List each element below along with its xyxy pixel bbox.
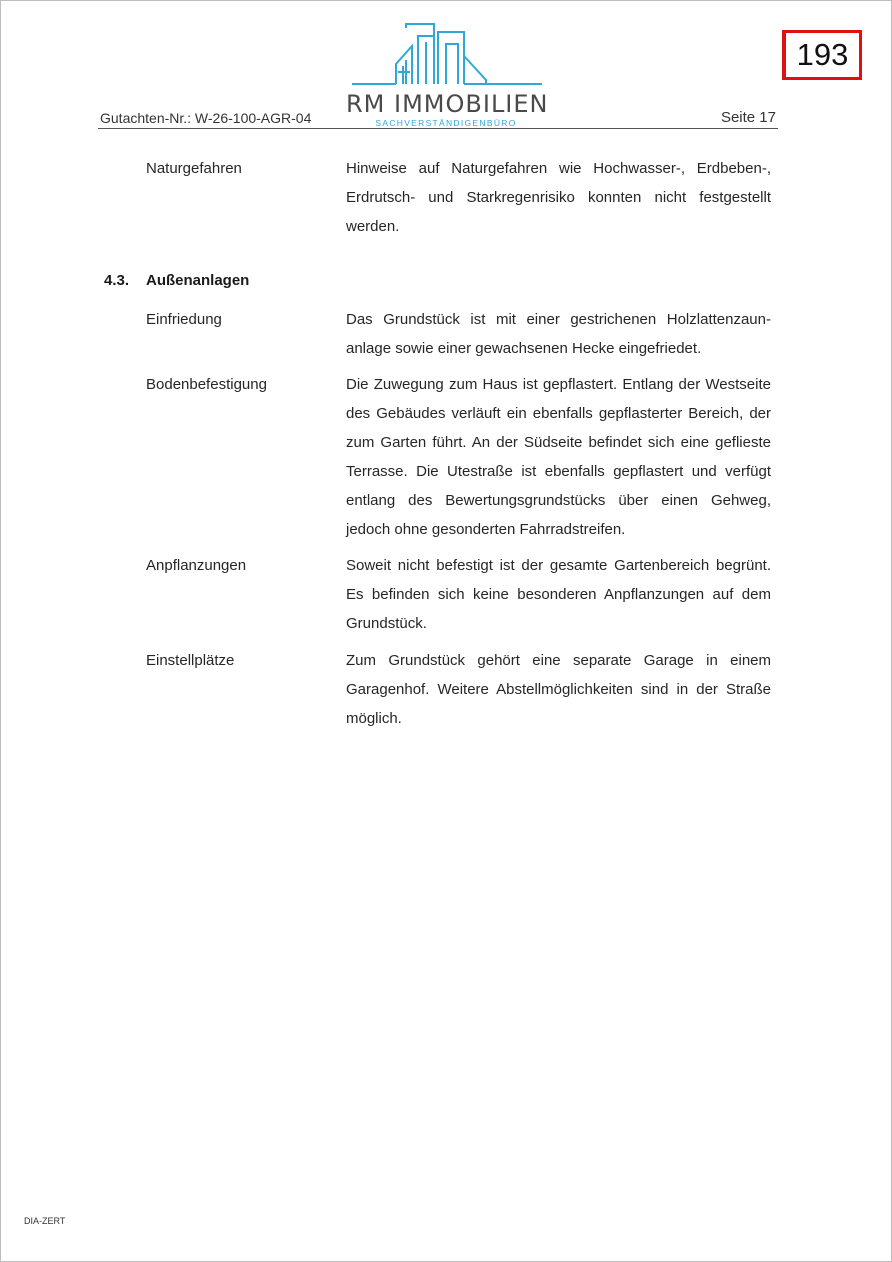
logo-name: RM IMMOBILIEN: [346, 90, 549, 118]
row-text-anpflanzungen: Soweit nicht befestigt ist der gesamte Gartenbereich begrünt. Es befinden sich keine besonderen Anpflanzungen auf dem Grundstück.: [346, 557, 771, 632]
row-label-anpflanzungen: Anpflanzungen: [146, 557, 247, 574]
logo-subtitle: SACHVERSTÄNDIGENBÜRO: [375, 118, 517, 128]
buildings-logo-icon: [346, 20, 546, 92]
page-number-stamp: 193: [782, 30, 862, 80]
footer-certification: DIA-ZERT: [24, 1216, 66, 1226]
row-label-naturgefahren: Naturgefahren: [146, 160, 242, 177]
section-number: 4.3.: [104, 272, 130, 289]
row-label-einstellplaetze: Einstellplätze: [146, 652, 235, 669]
row-text-bodenbefestigung: Die Zuwegung zum Haus ist gepflastert. Entlang der Westseite des Gebäudes verläuft ein ebenfalls gepflasterter Bereich, der zum Garten führt. An der Südseite befindet sich eine geflieste Terrasse. Die Utestraße ist ebenfalls gepflastert und verfügt entlang des Bewertungsgrundstücks über einen Gehweg, jedoch ohne gesonderten Fahrradstreifen.: [346, 376, 771, 538]
report-number: Gutachten-Nr.: W-26-100-AGR-04: [100, 110, 312, 126]
row-label-einfriedung: Einfriedung: [146, 311, 222, 328]
header-divider: [98, 128, 778, 129]
row-text-einstellplaetze: Zum Grundstück gehört eine separate Garage in einem Garagenhof. Weitere Abstellmöglichkeiten sind in der Straße möglich.: [346, 652, 771, 727]
company-logo: [346, 20, 549, 128]
row-text-naturgefahren: Hinweise auf Naturgefahren wie Hochwasser-, Erdbeben-, Erdrutsch- und Starkregenrisiko konnten nicht festgestellt werden.: [346, 160, 771, 235]
row-label-bodenbefestigung: Bodenbefestigung: [146, 376, 267, 393]
page-indicator: Seite 17: [720, 109, 776, 126]
row-text-einfriedung: Das Grundstück ist mit einer gestrichenen Holzlattenzaunanlage sowie einer gewachsenen Hecke eingefriedet.: [346, 311, 771, 357]
section-heading: [104, 272, 249, 289]
section-title: Außenanlagen: [146, 272, 250, 289]
